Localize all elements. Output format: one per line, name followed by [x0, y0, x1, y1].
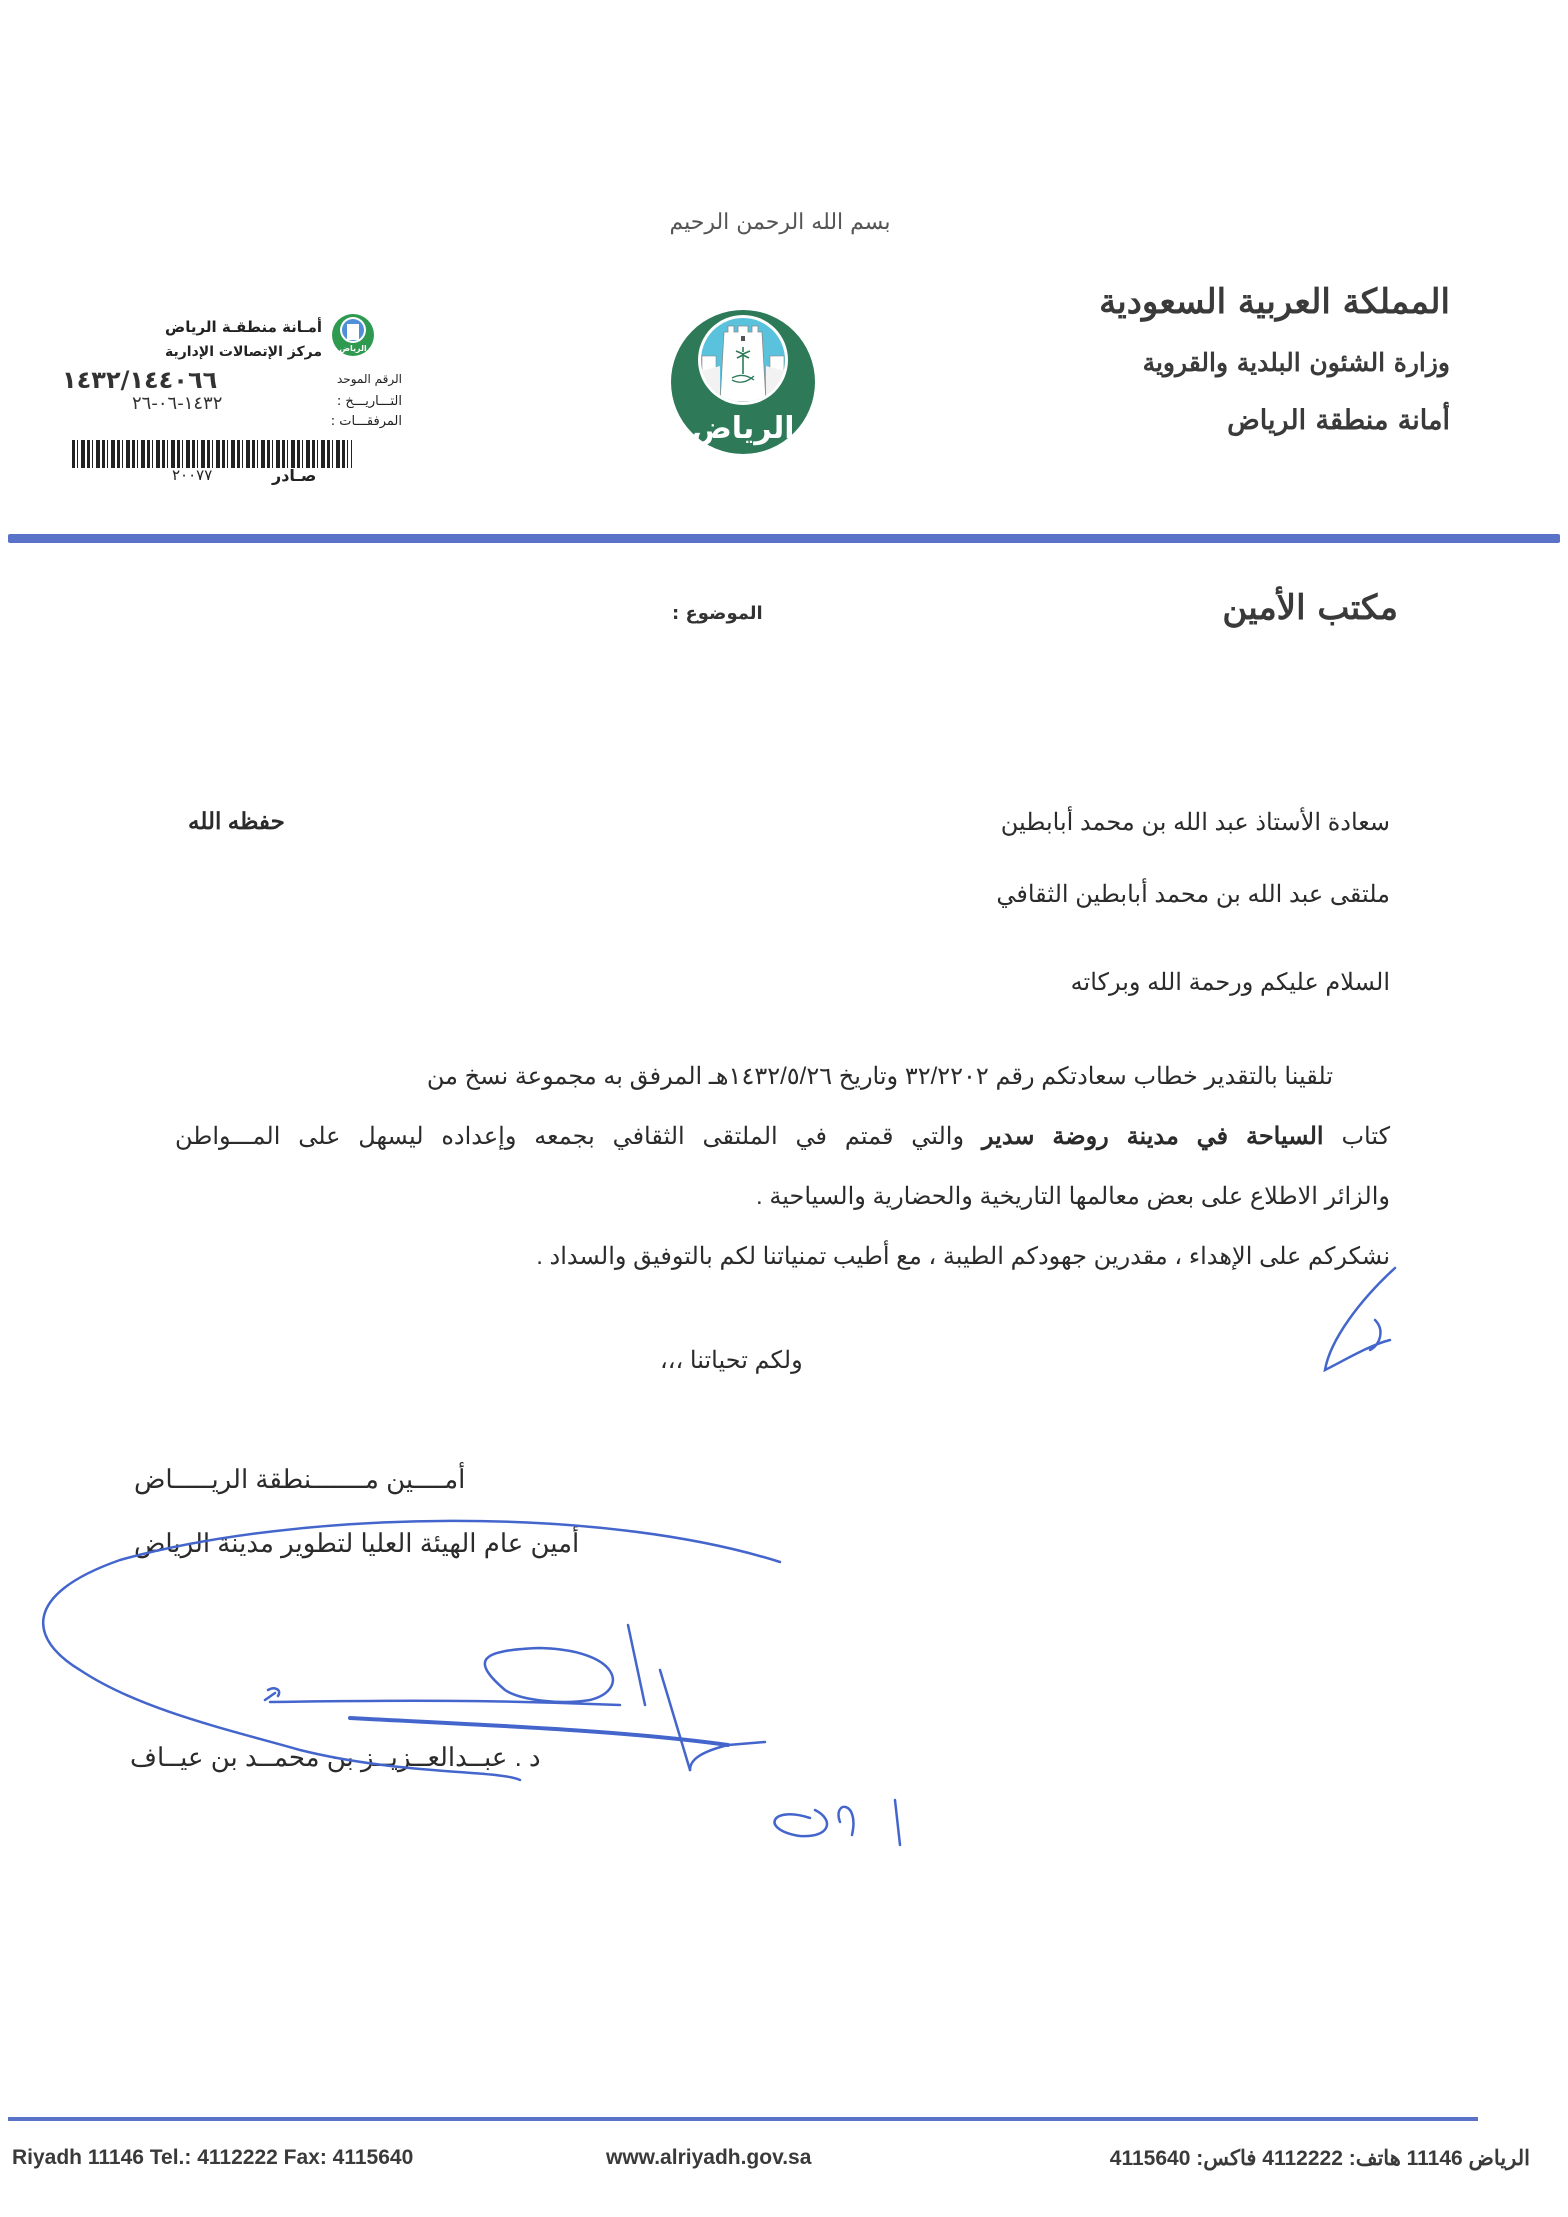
stamp-ref-label: الرقم الموحد	[337, 372, 402, 386]
stamp-ref-number: ١٤٣٢/١٤٤٠٦٦	[62, 366, 218, 394]
stamp-logo-icon	[330, 310, 376, 360]
signer-name: د . عبــدالعــزيــز بن محمــد بن عيــاف	[130, 1742, 541, 1772]
signature-underline-stroke	[350, 1718, 728, 1745]
subject-label: الموضوع :	[672, 603, 763, 624]
signature-base-stroke	[270, 1701, 620, 1705]
recipient-line2: ملتقى عبد الله بن محمد أبابطين الثقافي	[996, 881, 1390, 908]
header-divider	[8, 534, 1560, 543]
logo-text: الرياض	[691, 411, 795, 446]
riyadh-municipality-logo	[668, 292, 818, 472]
barcode	[72, 440, 352, 468]
stamp-date-label: التـــاريـــخ :	[336, 394, 402, 409]
footer-divider	[8, 2117, 1478, 2121]
office-title: مكتب الأمين	[1222, 588, 1398, 628]
paragraph1-line1: تلقينا بالتقدير خطاب سعادتكم رقم ٣٢/٢٢٠٢ وتاريخ ١٤٣٢/٥/٢٦هـ المرفق به مجموعة نسخ من	[426, 1063, 1333, 1090]
basmala: بسم الله الرحمن الرحيم	[669, 210, 891, 235]
closing: ولكم تحياتنا ،،،	[660, 1347, 803, 1374]
signature-tail-stroke	[690, 1742, 765, 1770]
stamp-outgoing-number: ٢٠٠٧٧	[172, 466, 213, 484]
signature-vertical-stroke2	[660, 1670, 690, 1770]
signer-title2: أمين عام الهيئة العليا لتطوير مدينة الرياض	[134, 1528, 580, 1558]
paraph-stroke	[1325, 1268, 1395, 1370]
kingdom-title: المملكة العربية السعودية	[1099, 282, 1450, 322]
signature-oval-stroke	[485, 1648, 613, 1702]
municipality-title: أمانة منطقة الرياض	[1227, 405, 1450, 436]
signature-vertical-stroke1	[628, 1625, 645, 1705]
signature-ain-stroke	[265, 1688, 279, 1700]
stamp-org: أمـانة منطقـة الرياض	[165, 318, 322, 336]
stamp-attachments-label: المرفقـــات :	[330, 414, 402, 429]
paragraph1-line3: والزائر الاطلاع على بعض معالمها التاريخية والحضارية والسياحية .	[756, 1183, 1390, 1210]
footer-arabic-contact: الرياض 11146 هاتف: 4112222 فاكس: 4115640	[1109, 2147, 1530, 2170]
greeting: السلام عليكم ورحمة الله وبركاته	[1070, 969, 1390, 996]
stamp-logo-text: الرياض	[339, 344, 367, 353]
book-title: السياحة في مدينة روضة سدير	[981, 1123, 1324, 1150]
recipient-honorific: حفظه الله	[188, 808, 285, 834]
signer-title1: أمــــين مـــــــنطقة الريـــــاض	[134, 1464, 466, 1494]
initials-stroke2	[839, 1800, 900, 1845]
letterhead-right	[1030, 282, 1450, 436]
stamp-outgoing-label: صـادر	[272, 466, 317, 485]
ministry-title: وزارة الشئون البلدية والقروية	[1142, 348, 1450, 377]
footer-english-contact: Riyadh 11146 Tel.: 4112222 Fax: 4115640	[12, 2146, 414, 2169]
paraph-mark	[1370, 1320, 1380, 1350]
paragraph2: نشكركم على الإهداء ، مقدرين جهودكم الطيبة ، مع أطيب تمنياتنا لكم بالتوفيق والسداد .	[536, 1243, 1390, 1270]
initials-stroke1	[775, 1810, 827, 1836]
paragraph1-line2	[175, 1122, 1390, 1151]
stamp-center: مركز الإتصالات الإدارية	[164, 344, 322, 360]
incoming-stamp	[62, 300, 402, 490]
recipient-line1: سعادة الأستاذ عبد الله بن محمد أبابطين	[1000, 809, 1390, 836]
footer-website[interactable]: www.alriyadh.gov.sa	[606, 2146, 812, 2169]
text-segment: كتاب	[1341, 1123, 1391, 1150]
text-segment: والتي قمتم في الملتقى الثقافي بجمعه وإعداده ليسهل على المـــواطن	[175, 1123, 965, 1150]
stamp-date-value: ١٤٣٢-٠٦-٢٦	[132, 393, 223, 414]
